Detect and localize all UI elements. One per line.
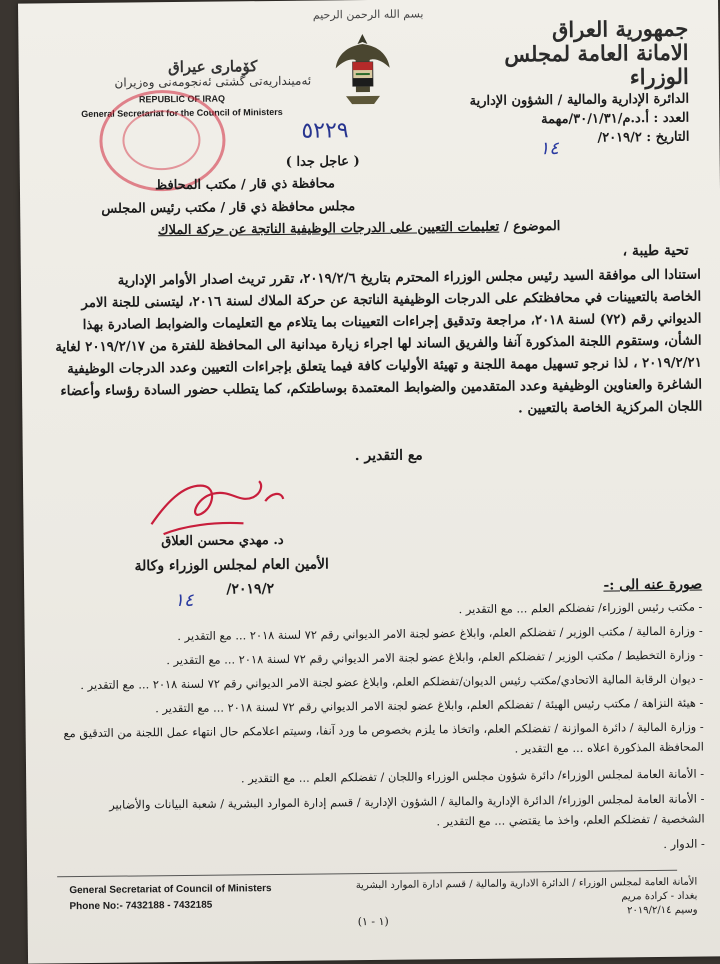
country-english: REPUBLIC OF IRAQ [138,93,226,105]
signature-date: ٢٠١٩/٢/ [226,581,275,598]
subject-line [158,219,561,238]
copy-item: - الأمانة العامة لمجلس الوزراء/ الدائرة الإدارية والمالية / الشؤون الإدارية / قسم إدارة الموارد البشرية / شعبة البيانات والأضابير [109,791,705,812]
footer-arabic-line-3: وسيم ٢٠١٩/٢/١٤ [627,904,698,917]
date-line [369,130,689,148]
country-arabic: جمهورية العراق [551,15,689,43]
number-label: العدد : [653,110,690,127]
copy-item: - وزارة المالية / دائرة الموازنة / تفضلكم العلم، واتخاذ ما يلزم بخصوص ما ورد آنفا، وسيتم اعلامكم حال انتهاء عمل اللجنة من التدقيق مع [63,719,704,741]
copy-item: - الدوار . [663,836,705,851]
copy-item: - وزارة المالية / مكتب الوزير / تفضلكم العلم، وابلاغ عضو لجنة الامر الديواني رقم ٧٢ لسنة ٢٠١٨ ... مع التقدير . [177,623,703,644]
serial-number: ٥٢٢٩ [301,118,349,144]
number-value: أ.د.م/٣٠/١/٣١/مهمة [540,111,650,128]
footer-english-line-2: Phone No:- 7432188 - 7432185 [69,899,213,913]
footer-arabic-line-1: الأمانة العامة لمجلس الوزراء / الدائرة الادارية والمالية / قسم ادارة الموارد البشرية [355,876,698,892]
recipient-line-2: مجلس محافظة ذي قار / مكتب رئيس المجلس [101,199,356,217]
subject-text: تعليمات التعيين على الدرجات الوظيفية الناتجة عن حركة الملاك [157,219,500,239]
body-line-1: استنادا الى موافقة السيد رئيس مجلس الوزراء المحترم بتاريخ ٢٠١٩/٢/٦، تقرر تريث اصدار الأوامر الإدارية [117,267,701,289]
body-line-5: ٢٠١٩/٢/٢١ ، لذا نرجو تسهيل مهمة اللجنة و تهيئة الأوليات كافة فيما يتعلق بإجراءات التعيين وعدد الدرجات الوظيفية [67,355,702,378]
letterhead-arabic [498,17,689,91]
footer-english-line-1: General Secretariat of Council of Ministers [69,883,272,897]
copy-item: - مكتب رئيس الوزراء/ تفضلكم العلم ... مع التقدير . [458,599,703,617]
urgency-label: ( عاجل جدا ) [285,154,360,170]
date-value: ٢٠١٩/٢/ [597,130,642,146]
department-line: الدائرة الإدارية والمالية / الشؤون الإدارية [469,91,690,109]
subject-label: الموضوع / [503,218,561,235]
copy-item: - هيئة النزاهة / مكتب رئيس الهيئة / تفضلكم العلم، وابلاغ عضو لجنة الامر الديواني رقم ٧٢ لسنة ٢٠١٨ ... مع التقدير . [155,695,704,716]
country-kurdish: كۆماری عیراق [167,57,258,77]
signatory-title: الأمين العام لمجلس الوزراء وكالة [134,556,329,575]
letter-page [18,0,720,964]
basmala: بسم الله الرحمن الرحيم [312,7,424,22]
copy-item: - الأمانة العامة لمجلس الوزراء/ دائرة شؤون مجلس الوزراء واللجان / تفضلكم العلم ... مع التقدير . [240,766,705,786]
copy-item: - ديوان الرقابة المالية الاتحادي/مكتب رئيس الديوان/تفضلكم العلم، وابلاغ عضو لجنة الامر الديواني رقم ٧٢ لسنة ٢٠١٨ ... مع التقدير . [80,671,704,693]
copy-item: الشخصية / تفضلكم العلم، واخذ ما يقتضي ... مع التقدير . [436,811,705,829]
copy-item: المحافظة المذكورة اعلاه ... مع التقدير . [514,739,704,756]
copy-item: - وزارة التخطيط / مكتب الوزير / تفضلكم العلم، وابلاغ عضو لجنة الامر الديواني رقم ٧٢ لسنة ٢٠١٨ ... مع التقدير . [166,647,703,668]
signatory-name: د. مهدي محسن العلاق [161,532,284,550]
closing: مع التقدير . [354,447,423,465]
page-number: (١ - ١) [357,914,389,929]
footer-divider [57,870,677,877]
body-line-7: اللجان المركزية الخاصة بالتعيين . [518,399,703,417]
copies-heading: صورة عنه الى :- [603,576,703,594]
body-line-4: الشأن، وستقوم اللجنة المذكورة آنفا والفريق الساند لها اجراء زيارة ميدانية الى المحافظة للفترة من ٢٠١٩/٢/١٧ لغاية [55,333,702,356]
recipient-line-1: محافظة ذي قار / مكتب المحافظ [155,176,336,194]
body-line-6: الشاغرة والعناوين الوظيفية وعدد المتقدمين والضوابط المعتمدة بوساطتكم، كما يتطلب حضور السادة رؤساء وأعضاء [60,377,703,400]
signature-date-handwritten: ١٤ [174,589,194,612]
authority-english: General Secretariat for the Council of Ministers [81,106,283,120]
reference-number [369,111,689,129]
date-handwritten: ١٤ [539,138,560,160]
body-line-2: الخاصة بالتعيينات في محافظتكم على الدرجات الوظيفية الناتجة عن حركة الملاك لسنة ٢٠١٦، ليتسنى للجنة الامر [81,289,702,312]
letterhead-kurdish [103,58,323,90]
footer-arabic-line-2: بغداد - كرادة مريم [621,890,698,903]
authority-kurdish: ئەمینداریەتی گشتی ئەنجومەنی وەزیران [114,73,312,90]
authority-arabic: الامانة العامة لمجلس الوزراء [504,39,689,90]
date-label: التاريخ : [646,129,690,146]
body-line-3: الديواني رقم (٧٢) لسنة ٢٠١٨، مراجعة وتدقيق إجراءات التعيينات بما يتلاءم مع التعليمات والضوابط الصادرة بهذا [82,311,702,334]
greeting: تحية طيبة ، [622,242,689,260]
official-stamp [99,90,226,192]
